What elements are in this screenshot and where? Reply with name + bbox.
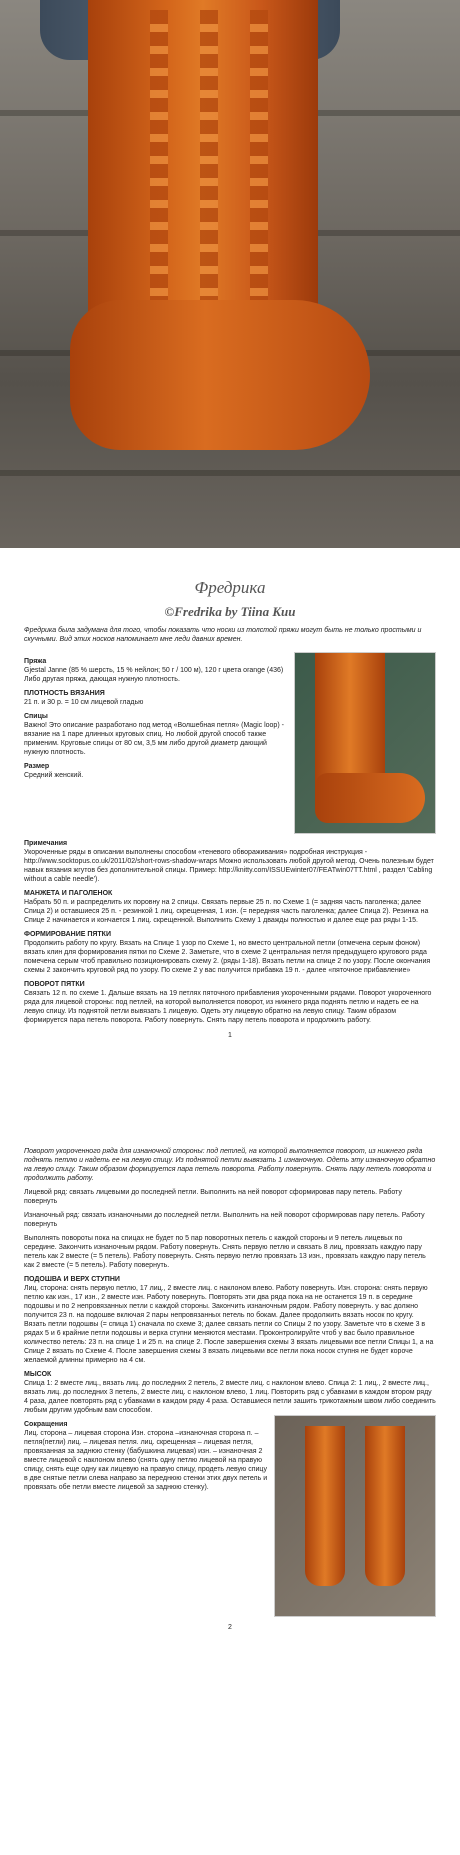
notes-text: Укороченные ряды в описании выполнены способом «теневого обвораживания» подробная инструкция - http://www.socktopus.co.uk/2011/02/short-rows-shadow-wraps Можно использовать любой другой метод. Очень полезным будет навык вязания жгутов без дополнительной спицы. Пример: http://knitty.com/ISSUEwinter07/FEATwin07TT.html , раздел 'Cabling without a cable needle'). (24, 849, 434, 883)
heel-text: Продолжить работу по кругу. Вязать на Спице 1 узор по Схеме 1, но вместо центральной петли (отмечена серым фоном) вязать клин для формирования пятки по Схеме 2. Заметьте, что в схеме 2 центральная петля предыдущего кругового ряда помечена серым чтоб правильно позиционировать схему 2. (ряды 1-18). Вязать петли на спице 2 по узору. После окончания схемы 2 закончить круговой ряд по узору. По схеме 2 у вас получится прибавка 19 п. - далее «пяточное прибавление» (24, 940, 431, 974)
gauge-heading: ПЛОТНОСТЬ ВЯЗАНИЯ (24, 690, 105, 697)
cuff-text: Набрать 50 п. и распределить их поровну на 2 спицы. Связать первые 25 п. по Схеме 1 (= задняя часть паголенка; далее Спица 2) и оставшиеся 25 п. - резинкой 1 лиц. скрещенная, 1 изн. (= передняя часть паголенка; далее Спица 2). Резинка на Спице 2 начинается и кончается 1 лиц. скрещенной. Выполнить Схему 1 дважды полностью и далее еще раз ряды 1-15. (24, 899, 429, 924)
sock-photo-small (294, 652, 436, 834)
pattern-intro: Фредрика была задумана для того, чтобы показать что носки из толстой пряжи могут быть не только простыми и скучными. Вид этих носков напоминает мне леди давних времен. (24, 627, 422, 643)
pattern-title: Фредрика (194, 578, 266, 597)
notes-heading: Примечания (24, 840, 68, 847)
turn-heading: ПОВОРОТ ПЯТКИ (24, 981, 85, 988)
yarn-heading: Пряжа (24, 658, 47, 665)
rs-row-text: Лицевой ряд: связать лицевыми до последней петли. Выполнить на ней поворот сформировав пару петель. Работу повернуть (24, 1189, 402, 1205)
abbr-text: Лиц. сторона – лицевая сторона Изн. сторона –изнаночная сторона п. – петля(петли) лиц. – лицевая петля. лиц. скрещенная – лицевая петля, провязанная за заднюю стенку (бабушкина лицевая) изн. – изнаночная 2 вместе лицевой с наклоном влево (снять одну петлю лицевой на правую спицу, снять еще одну как лицевую на правую спицу, продеть левую спицу в две снятые петли слева направо за переднюю стенки этих двух петель и провязать обе петли вместе лицевой за заднюю стенку). (24, 1430, 268, 1491)
pattern-page-2 (0, 1147, 460, 1632)
size-text: Средний женский. (24, 772, 84, 779)
page-number-1: 1 (228, 1032, 232, 1039)
sock-photo (0, 0, 460, 548)
heel-heading: ФОРМИРОВАНИЕ ПЯТКИ (24, 931, 111, 938)
yarn-text: Gjestal Janne (85 % шерсть, 15 % нейлон; 50 г / 100 м), 120 г цвета orange (436) Либо другая пряжа, дающая нужную плотность. (24, 667, 284, 683)
socks-pair-photo (274, 1415, 436, 1617)
turns-text: Выполнять повороты пока на спицах не будет по 5 пар поворотных петель с каждой стороны и 9 петель лицевых по середине. Закончить изнаночным рядом. Работу повернуть. Снять первую петлю и связать 8 лиц, провязать каждую пару петель как 2 вместе (= 5 петель). Работу повернуть. Снять первую петлю провязать 13 изн., провязать каждую пару петель как 2 вместе (= 5 петель). Работу повернуть. (24, 1235, 426, 1269)
sole-heading: ПОДОШВА И ВЕРХ СТУПНИ (24, 1276, 120, 1283)
size-heading: Размер (24, 763, 50, 770)
abbr-heading: Сокращения (24, 1421, 68, 1428)
pattern-page-1 (0, 578, 460, 1040)
toe-text: Спица 1: 2 вместе лиц., вязать лиц. до последних 2 петель, 2 вместе лиц. с наклоном влево. Спица 2: 1 лиц., 2 вместе лиц., вязать лиц. до последних 3 петель, 2 вместе лиц. с наклоном влево, 1 лиц. Повторить ряд с убавками в каждом втором ряду 4 раза, далее повторять ряд с убавками в каждом ряду 4 раза. Оставшиеся петли зашить трикотажным швом либо соединить любым другим удобным вам способом. (24, 1380, 436, 1414)
gauge-text: 21 п. и 30 р. = 10 см лицевой гладью (24, 699, 144, 706)
ws-row-text: Изнаночный ряд: связать изнаночными до последней петли. Выполнить на ней поворот сформировав пару петель. Работу повернуть (24, 1212, 425, 1228)
turn-ws-text: Поворот укороченного ряда для изнаночной стороны: под петлей, на которой выполняется поворот, из нижнего ряда поднять петлю и надеть ее на левую спицу. Из поднятой петли вывязать 1 изнаночную. Одеть эту изнаночную обратно на левую спицу. Таким образом формируется пара петель поворота. Работу повернуть. Снять пару петель поворота и продолжить работу. (24, 1148, 436, 1182)
cuff-heading: МАНЖЕТА И ПАГОЛЕНОК (24, 890, 113, 897)
toe-heading: МЫСОК (24, 1371, 52, 1378)
turn-text: Связать 12 п. по схеме 1. Дальше вязать на 19 петлях пяточного прибавления укороченными рядами. Поворот укороченного ряда для лицевой стороны: под петлей, на которой выполняется поворот, из нижнего ряда поднять петлю и надеть ее на левую спицу. Из поднятой петли вывязать 1 лицевую. Одеть эту лицевую обратно на левую спицу. Таким образом формируется пара петель поворота. Работу повернуть. Снять пару петель поворота и продолжить работу. (24, 990, 432, 1024)
pattern-subtitle: ©Fredrika by Tiina Kuu (164, 604, 296, 619)
sock-foot (70, 300, 370, 450)
sole-text: Лиц. сторона: снять первую петлю, 17 лиц., 2 вместе лиц. с наклоном влево. Работу повернуть. Изн. сторона: снять первую петлю как изн., 17 изн., 2 вместе изн. Работу повернуть. Повторять эти два ряда пока на не останется 19 п. в середине подошвы и по 2 непровязанных петли с каждой стороны. Закончить изнаночным рядом. Работу повернуть. у вас должно получится 23 п. на подошве включая 2 пары непровязанных петель по бокам. Далее продолжить вязать носок по кругу. Вязать петли подошвы (= спица 1) сначала по схеме 3; далее связать петли со Спицы 2 по узору. Заметьте что в схеме 3 в рядах 5 и 6 крайние петли подошвы и верха ступни меняются местами. Проконтролируйте чтоб у вас было правильное количество петель: 23 п. на спице 1 и 25 п. на спице 2. После завершения схемы 3 вязать лицевыми все петли Спицы 1, а на Спице 2 вязать по Схеме 4. После завершения схемы 3 вязать лицевыми все петли пока носок ступня не будет короче желаемой длинны примерно на 4 см. (24, 1285, 434, 1364)
needles-heading: Спицы (24, 713, 48, 720)
page-number-2: 2 (228, 1624, 232, 1631)
needles-text: Важно! Это описание разработано под метод «Волшебная петля» (Magic loop) - вязание на 1 паре длинных круговых спиц. Но любой другой способ также применим. Круговые спицы от 80 см, 3,5 мм либо другой диаметр дающий нужную плотность. (24, 722, 284, 756)
